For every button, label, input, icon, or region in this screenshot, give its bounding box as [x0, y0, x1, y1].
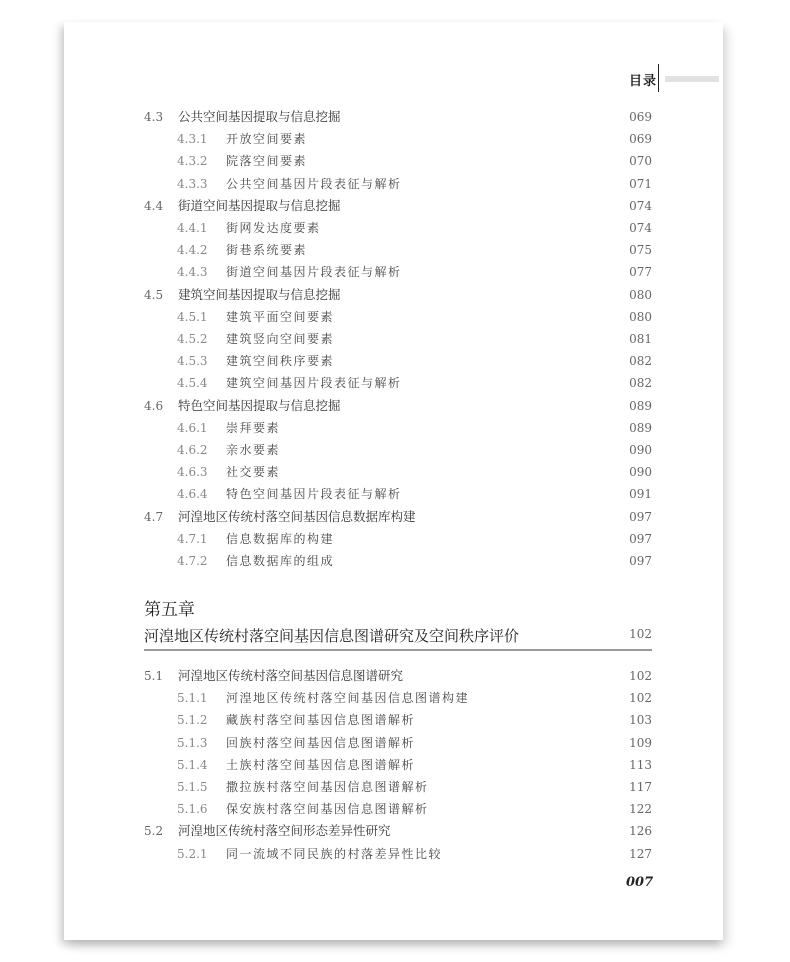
entry-page-number: 109 [629, 735, 652, 750]
entry-page-number: 097 [629, 554, 652, 568]
entry-number: 4.4.3 [177, 265, 208, 280]
entry-title: 河湟地区传统村落空间基因信息图谱构建 [226, 691, 470, 706]
entry-number: 5.2 [144, 824, 164, 839]
toc-subsection-entry[interactable] [144, 307, 652, 327]
entry-title: 土族村落空间基因信息图谱解析 [226, 757, 416, 772]
entry-number: 5.1.5 [177, 780, 208, 794]
toc-subsection-entry[interactable] [144, 373, 652, 393]
toc-section-entry[interactable] [144, 821, 652, 841]
entry-page-number: 071 [629, 176, 652, 191]
entry-page-number: 127 [629, 846, 652, 861]
entry-title: 建筑空间基因片段表征与解析 [226, 376, 402, 391]
entry-title: 街巷系统要素 [226, 243, 308, 258]
entry-page-number: 102 [629, 669, 652, 683]
toc-subsection-entry[interactable] [144, 755, 652, 775]
entry-title: 社交要素 [226, 465, 281, 480]
entry-title: 街网发达度要素 [226, 221, 321, 235]
entry-page-number: 074 [629, 198, 652, 213]
entry-number: 4.6.2 [177, 443, 208, 457]
entry-number: 5.1.3 [177, 735, 208, 750]
toc-subsection-entry[interactable] [144, 688, 652, 708]
entry-title: 建筑空间基因提取与信息挖掘 [178, 286, 341, 302]
chapter-heading[interactable] [144, 625, 652, 651]
toc-subsection-entry[interactable] [144, 733, 652, 753]
entry-page-number: 074 [629, 221, 652, 235]
entry-page-number: 080 [629, 309, 652, 324]
entry-number: 4.5.4 [177, 376, 208, 391]
entry-page-number: 075 [629, 243, 652, 258]
entry-page-number: 117 [629, 780, 652, 794]
chapter-title: 河湟地区传统村落空间基因信息图谱研究及空间秩序评价 [144, 627, 520, 645]
entry-title: 开放空间要素 [226, 132, 308, 147]
entry-page-number: 113 [629, 757, 652, 772]
entry-number: 5.1.2 [177, 713, 208, 728]
page-number: 007 [626, 875, 654, 890]
entry-title: 崇拜要素 [226, 420, 281, 435]
entry-title: 河湟地区传统村落空间基因信息图谱研究 [178, 668, 404, 683]
entry-number: 4.6.1 [177, 420, 208, 435]
toc-subsection-entry[interactable] [144, 529, 652, 549]
entry-title: 院落空间要素 [226, 154, 308, 169]
entry-page-number: 090 [629, 443, 652, 457]
entry-page-number: 103 [629, 713, 652, 728]
header-title: 目录 [629, 74, 658, 89]
entry-number: 4.3.2 [177, 154, 208, 169]
entry-number: 5.1.1 [177, 691, 208, 706]
entry-page-number: 077 [629, 265, 652, 280]
entry-page-number: 080 [629, 287, 652, 302]
entry-title: 特色空间基因提取与信息挖掘 [178, 397, 341, 413]
toc-subsection-entry[interactable] [144, 462, 652, 482]
toc-section-entry[interactable] [144, 196, 652, 216]
entry-title: 公共空间基因提取与信息挖掘 [178, 109, 341, 124]
toc-subsection-entry[interactable] [144, 799, 652, 819]
entry-title: 藏族村落空间基因信息图谱解析 [226, 713, 416, 728]
entry-number: 4.5.3 [177, 354, 208, 369]
chapter-page-number: 102 [629, 627, 652, 641]
entry-title: 河湟地区传统村落空间基因信息数据库构建 [178, 508, 416, 524]
entry-title: 同一流域不同民族的村落差异性比较 [226, 846, 443, 861]
entry-title: 河湟地区传统村落空间形态差异性研究 [178, 823, 391, 839]
entry-number: 4.7 [144, 509, 164, 524]
header-stripe-decoration [665, 76, 719, 82]
entry-title: 信息数据库的组成 [226, 554, 335, 568]
toc-subsection-entry[interactable] [144, 262, 652, 282]
entry-number: 4.6.3 [177, 465, 208, 480]
entry-title: 特色空间基因片段表征与解析 [226, 487, 402, 502]
entry-number: 4.3.1 [177, 132, 208, 147]
entry-number: 4.5.2 [177, 332, 208, 346]
toc-section-entry[interactable] [144, 507, 652, 527]
entry-number: 5.1 [144, 669, 164, 683]
entry-page-number: 081 [629, 332, 652, 346]
entry-title: 撒拉族村落空间基因信息图谱解析 [226, 780, 429, 794]
entry-number: 4.3 [144, 110, 164, 124]
entry-number: 4.7.1 [177, 531, 208, 546]
entry-title: 建筑平面空间要素 [226, 309, 335, 324]
entry-title: 公共空间基因片段表征与解析 [226, 176, 402, 191]
toc-section-entry[interactable] [144, 396, 652, 416]
entry-number: 4.4.1 [177, 221, 208, 235]
entry-number: 4.6 [144, 398, 164, 413]
toc-subsection-entry[interactable] [144, 418, 652, 438]
entry-title: 保安族村落空间基因信息图谱解析 [226, 802, 429, 817]
entry-number: 5.1.6 [177, 802, 208, 817]
chapter-label: 第五章 [144, 600, 195, 620]
entry-page-number: 082 [629, 376, 652, 391]
entry-title: 信息数据库的构建 [226, 531, 335, 546]
entry-page-number: 102 [629, 691, 652, 706]
entry-number: 4.4 [144, 198, 164, 213]
entry-title: 街道空间基因片段表征与解析 [226, 265, 402, 280]
entry-title: 回族村落空间基因信息图谱解析 [226, 735, 416, 750]
toc-section-entry[interactable] [144, 666, 652, 686]
toc-subsection-entry[interactable] [144, 151, 652, 171]
entry-number: 4.4.2 [177, 243, 208, 258]
toc-subsection-entry[interactable] [144, 440, 652, 460]
entry-title: 建筑竖向空间要素 [226, 332, 335, 346]
toc-subsection-entry[interactable] [144, 351, 652, 371]
entry-page-number: 126 [629, 824, 652, 839]
entry-title: 街道空间基因提取与信息挖掘 [178, 197, 341, 213]
entry-title: 亲水要素 [226, 443, 281, 457]
toc-subsection-entry[interactable] [144, 218, 652, 238]
toc-subsection-entry[interactable] [144, 174, 652, 194]
entry-number: 4.3.3 [177, 176, 208, 191]
header-divider [658, 64, 659, 92]
entry-number: 4.7.2 [177, 554, 208, 568]
entry-page-number: 089 [629, 420, 652, 435]
toc-section-entry[interactable] [144, 285, 652, 305]
entry-page-number: 069 [629, 110, 652, 124]
toc-section-entry[interactable] [144, 107, 652, 127]
toc-subsection-entry[interactable] [144, 484, 652, 504]
toc-subsection-entry[interactable] [144, 710, 652, 730]
toc-subsection-entry[interactable] [144, 240, 652, 260]
toc-subsection-entry[interactable] [144, 777, 652, 797]
entry-page-number: 122 [629, 802, 652, 817]
entry-page-number: 089 [629, 398, 652, 413]
entry-page-number: 069 [629, 132, 652, 147]
entry-number: 4.5.1 [177, 309, 208, 324]
entry-page-number: 070 [629, 154, 652, 169]
entry-number: 4.6.4 [177, 487, 208, 502]
entry-number: 5.1.4 [177, 757, 208, 772]
entry-title: 建筑空间秩序要素 [226, 354, 335, 369]
entry-number: 5.2.1 [177, 846, 208, 861]
entry-number: 4.5 [144, 287, 164, 302]
entry-page-number: 097 [629, 531, 652, 546]
entry-page-number: 090 [629, 465, 652, 480]
document-page [64, 22, 723, 940]
toc-subsection-entry[interactable] [144, 844, 652, 864]
entry-page-number: 097 [629, 509, 652, 524]
toc-subsection-entry[interactable] [144, 329, 652, 349]
entry-page-number: 082 [629, 354, 652, 369]
toc-subsection-entry[interactable] [144, 129, 652, 149]
entry-page-number: 091 [629, 487, 652, 502]
toc-subsection-entry[interactable] [144, 551, 652, 571]
